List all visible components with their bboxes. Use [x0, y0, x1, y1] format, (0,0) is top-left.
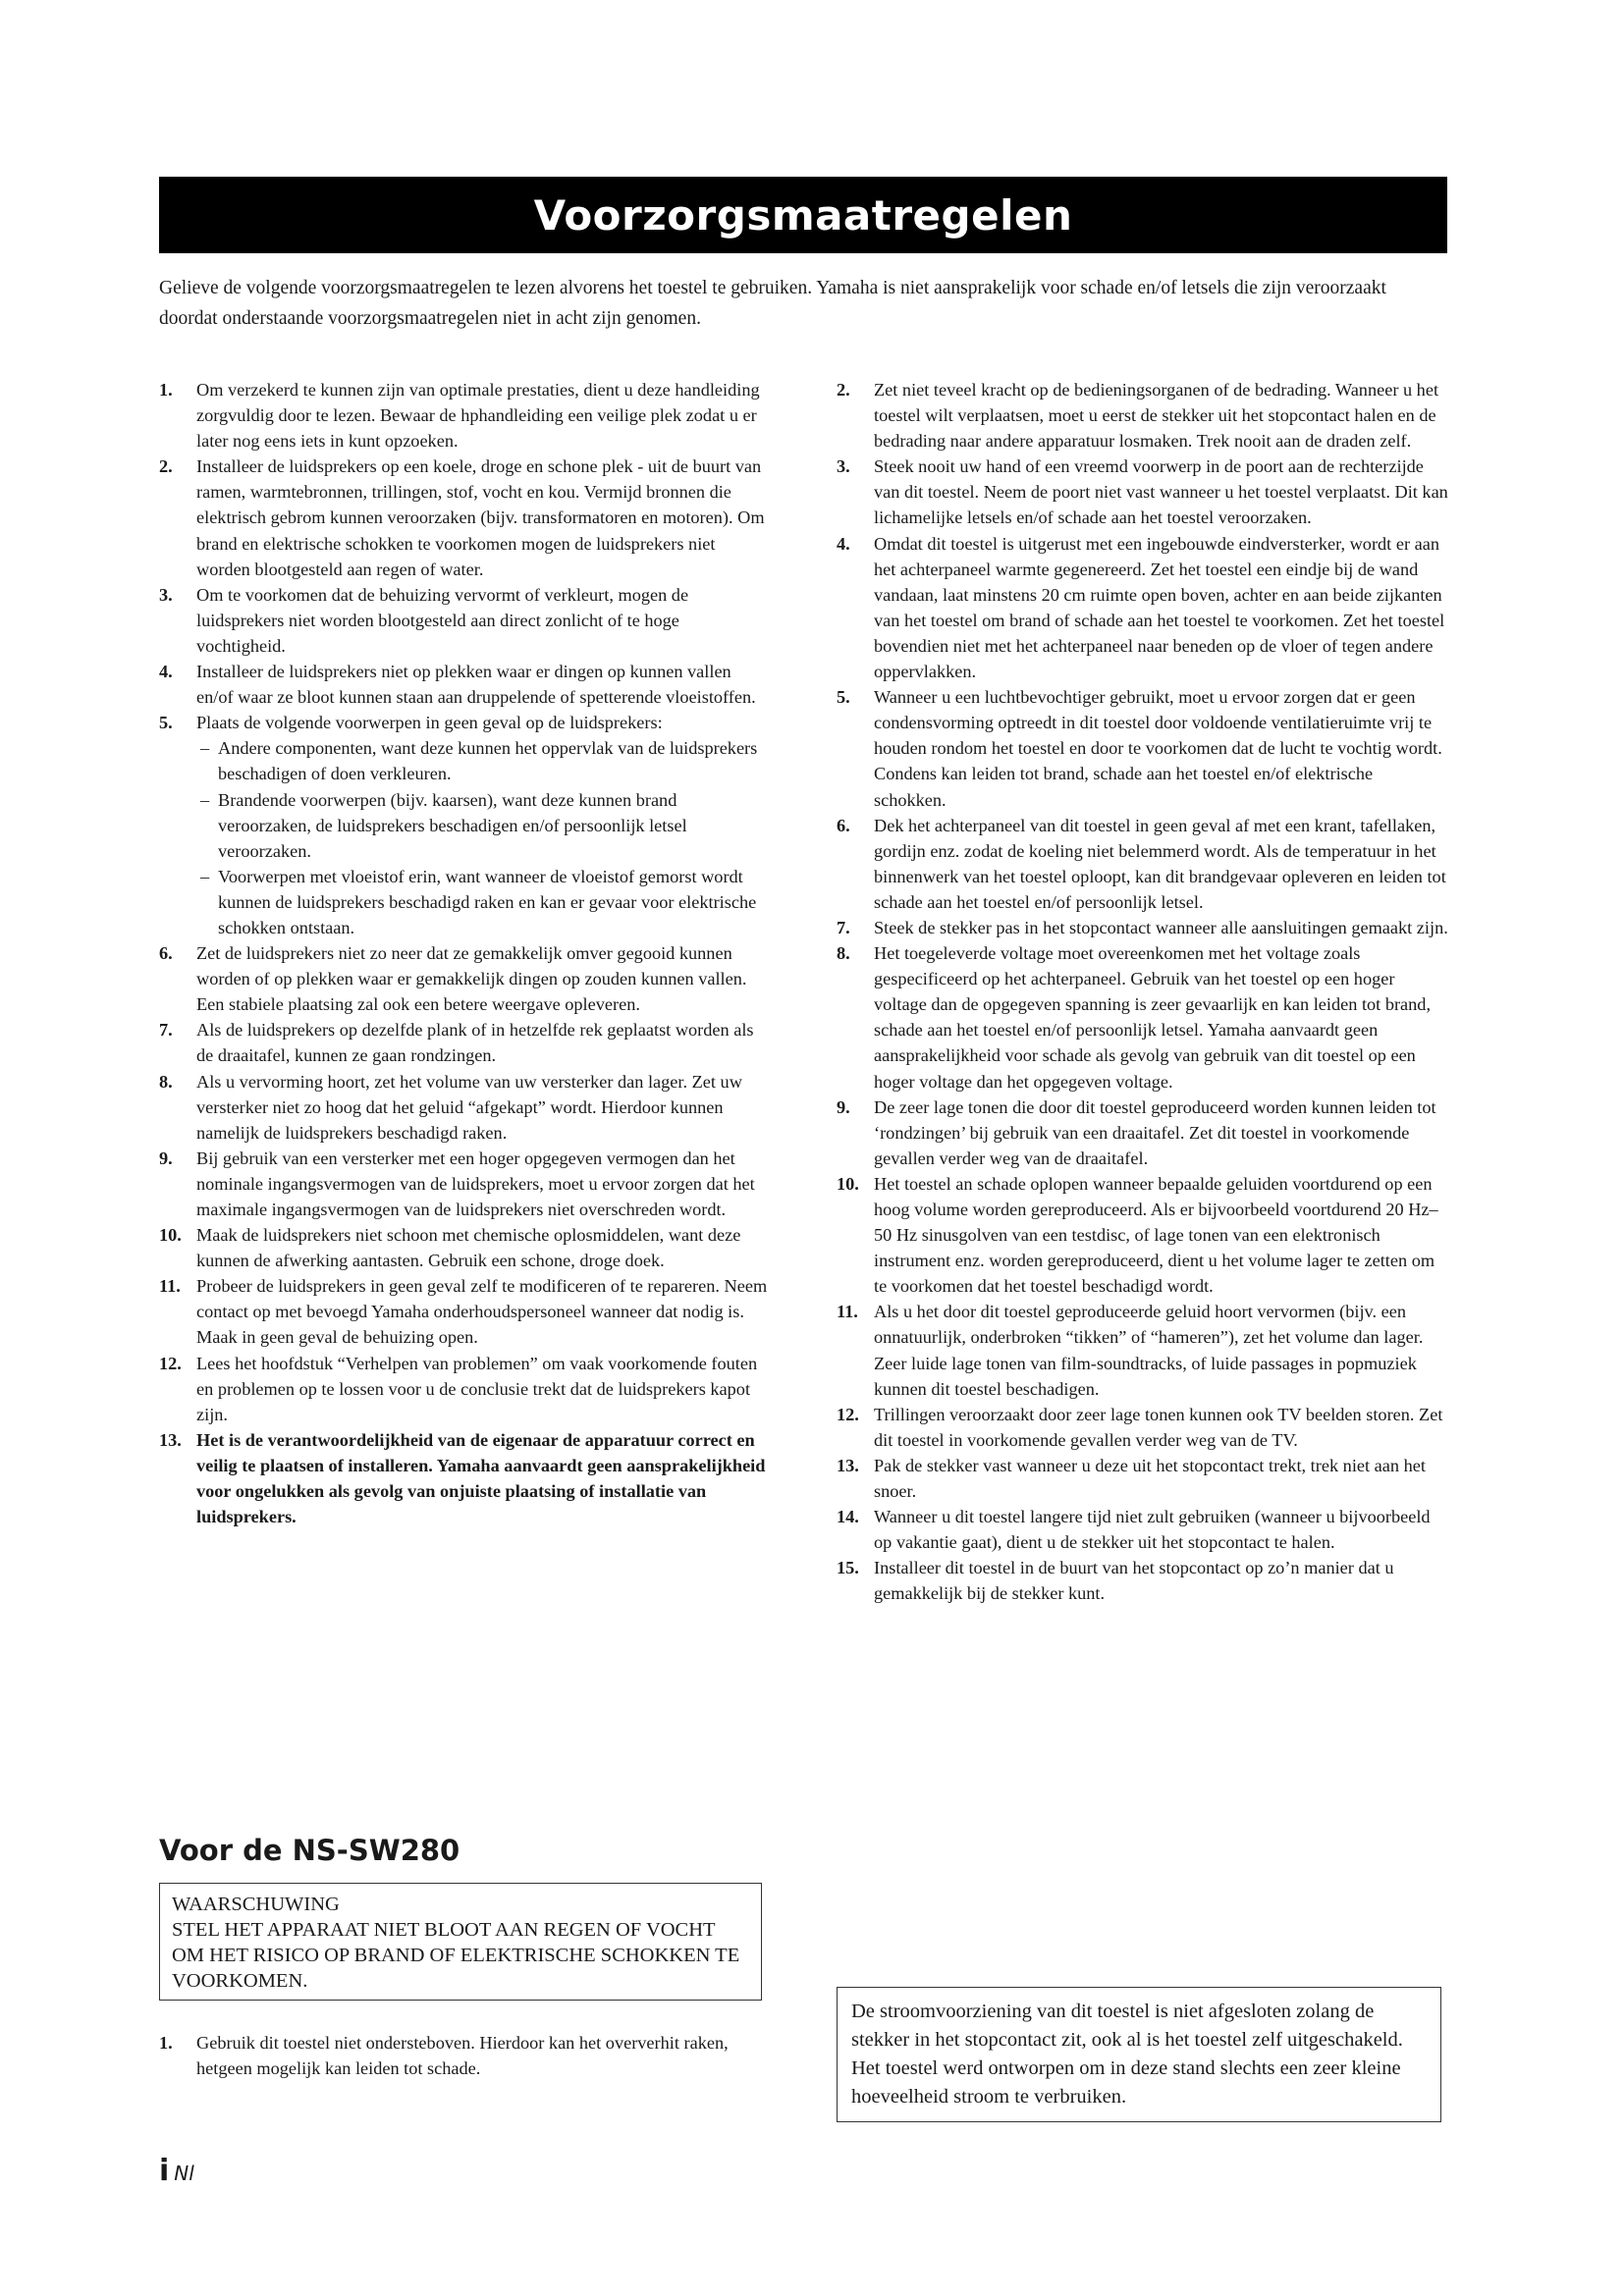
list-item: 1. Om verzekerd te kunnen zijn van optimale prestaties, dient u deze handleiding zorgvuldig door te lezen. Bewaar de hphandleiding een veilige plek zodat u er later nog eens iets in kunt opzoeken.: [159, 380, 760, 452]
list-item: 13. Pak de stekker vast wanneer u deze uit het stopcontact trekt, trek niet aan het snoer.: [837, 1455, 1426, 1502]
right-precautions-list: [837, 377, 1449, 1607]
page-number: i: [159, 2154, 170, 2188]
list-item: 13. Het is de verantwoordelijkheid van de eigenaar de apparatuur correct en veilig te plaatsen of installeren. Yamaha aanvaardt geen aansprakelijkheid voor ongelukken als gevolg van onjuiste plaatsing of installatie van luidsprekers.: [159, 1429, 766, 1527]
language-code: Nl: [174, 2162, 194, 2185]
dash-item: – Voorwerpen met vloeistof erin, want wanneer de vloeistof gemorst wordt kunnen de luidsprekers beschadigd raken en kan er gevaar voor elektrische schokken ontstaan.: [200, 866, 757, 937]
list-item: 10. Maak de luidsprekers niet schoon met chemische oplosmiddelen, want deze kunnen de afwerking aantasten. Gebruik een schone, droge doek.: [159, 1225, 741, 1271]
intro-paragraph: Gelieve de volgende voorzorgsmaatregelen te lezen alvorens het toestel te gebruiken. Yamaha is niet aansprakelijk voor schade en/of letsels die zijn veroorzaakt doordat onderstaande voorzorgsmaatregelen niet in acht zijn genomen.: [159, 278, 1386, 329]
section-title-ns-sw280: Voor de NS-SW280: [159, 1834, 460, 1867]
list-item: 4. Omdat dit toestel is uitgerust met een ingebouwde eindversterker, wordt er aan het achterpaneel warmte gegenereerd. Zet het toestel een eindje bij de wand vandaan, laat minstens 20 cm ruimte open boven, achter en aan beide zijkanten van het toestel om brand of schade aan het toestel te voorkomen. Zet het toestel bovendien niet met het achterpaneel naar beneden op de vloer of tegen andere oppervlakken.: [837, 533, 1445, 682]
list-item: 7. Als de luidsprekers op dezelfde plank of in hetzelfde rek geplaatst worden als de draaitafel, kunnen ze gaan rondzingen.: [159, 1020, 754, 1066]
list-item: 6. Dek het achterpaneel van dit toestel in geen geval af met een krant, tafellaken, gordijn enz. zodat de koeling niet belemmerd wordt. Als de temperatuur in het binnenwerk van het toestel oploopt, kan dit brandgevaar opleveren en leiden tot schade aan het toestel en/of persoonlijk letsel.: [837, 815, 1446, 912]
list-item: 11. Als u het door dit toestel geproduceerde geluid hoort vervormen (bijv. een onnatuurlijk, onderbroken “tikken” of “hameren”), zet het volume dan lager. Zeer luide lage tonen van film-soundtracks, of luide passages in popmuziek kunnen dit toestel beschadigen.: [837, 1302, 1424, 1399]
list-item: 1. Gebruik dit toestel niet ondersteboven. Hierdoor kan het oververhit raken, hetgeen mogelijk kan leiden tot schade.: [159, 2033, 729, 2079]
power-note-box: De stroomvoorziening van dit toestel is niet afgesloten zolang de stekker in het stopcontact zit, ook al is het toestel zelf uitgeschakeld. Het toestel werd ontworpen om in deze stand slechts een zeer kleine hoeveelheid stroom te verbruiken.: [837, 1987, 1441, 2122]
sw280-list: [159, 2030, 772, 2081]
list-item: 3. Steek nooit uw hand of een vreemd voorwerp in de poort aan de rechterzijde van dit toestel. Neem de poort niet vast wanneer u het toestel verplaatst. Dit kan lichamelijke letsels en/of schade aan het toestel veroorzaken.: [837, 456, 1448, 528]
dash-item: – Andere componenten, want deze kunnen het oppervlak van de luidsprekers beschadigen of doen verkleuren.: [200, 738, 758, 784]
warning-body: STEL HET APPARAAT NIET BLOOT AAN REGEN OF VOCHT OM HET RISICO OP BRAND OF ELEKTRISCHE SCHOKKEN TE VOORKOMEN.: [172, 1919, 740, 1992]
page-title: Voorzorgsmaatregelen: [533, 190, 1073, 240]
list-item: 6. Zet de luidsprekers niet zo neer dat ze gemakkelijk omver gegooid kunnen worden of op plekken waar er gemakkelijk dingen op zouden kunnen vallen. Een stabiele plaatsing zal ook een betere weergave opleveren.: [159, 943, 747, 1015]
warning-box: [159, 1883, 762, 2001]
list-item: 10. Het toestel an schade oplopen wanneer bepaalde geluiden voortdurend op een hoog volume worden gereproduceerd. Als er bijvoorbeeld voortdurend 20 Hz–50 Hz sinusgolven van een testdisc, of lage tonen van een elektronisch instrument enz. worden gereproduceerd, dient u het volume lager te zetten om te voorkomen dat het toestel beschadigd wordt.: [837, 1173, 1438, 1297]
list-item: 8. Als u vervorming hoort, zet het volume van uw versterker dan lager. Zet uw versterker niet zo hoog dat het geluid “afgekapt” wordt. Hierdoor kunnen namelijk de luidsprekers beschadigd raken.: [159, 1071, 742, 1143]
list-item: 5. Plaats de volgende voorwerpen in geen geval op de luidsprekers: – Andere componenten, want deze kunnen het oppervlak van de luidsprekers beschadigen of doen verkleuren. – Brandende voorwerpen (bijv. kaarsen), want deze kunnen brand veroorzaken, de luidsprekers beschadigen en/of persoonlijk letsel veroorzaken. – Voorwerpen met vloeistof erin, want wanneer de vloeistof gemorst wordt kunnen de luidsprekers beschadigd raken en kan er gevaar voor elektrische schokken ontstaan.: [159, 710, 772, 940]
title-banner: [159, 177, 1447, 253]
list-item: 9. Bij gebruik van een versterker met een hoger opgegeven vermogen dan het nominale ingangsvermogen van de luidsprekers, moet u ervoor zorgen dat het maximale ingangsvermogen van de luidsprekers niet overschreden wordt.: [159, 1148, 755, 1219]
list-item: 7. Steek de stekker pas in het stopcontact wanneer alle aansluitingen gemaakt zijn.: [837, 917, 1448, 937]
list-item: 5. Wanneer u een luchtbevochtiger gebruikt, moet u ervoor zorgen dat er geen condensvorming optreedt in dit toestel door voldoende ventilatieruimte vrij te houden rondom het toestel en door te voorkomen dat de lucht te vochtig wordt. Condens kan leiden tot brand, schade aan het toestel en/of elektrische schokken.: [837, 687, 1442, 810]
list-item: 14. Wanneer u dit toestel langere tijd niet zult gebruiken (wanneer u bijvoorbeeld op vakantie gaat), dient u de stekker uit het stopcontact te halen.: [837, 1507, 1431, 1553]
list-item: 4. Installeer de luidsprekers niet op plekken waar er dingen op kunnen vallen en/of waar ze bloot kunnen staan aan druppelende of spetterende vloeistoffen.: [159, 662, 756, 708]
list-item: 12. Lees het hoofdstuk “Verhelpen van problemen” om vaak voorkomende fouten en problemen op te lossen voor u de conclusie trekt dat de luidsprekers kapot zijn.: [159, 1353, 758, 1424]
left-column: [159, 377, 772, 1529]
left-precautions-list: [159, 377, 772, 1529]
list-item: 12. Trillingen veroorzaakt door zeer lage tonen kunnen ook TV beelden storen. Zet dit toestel in voorkomende gevallen verder weg van de TV.: [837, 1404, 1443, 1450]
list-item: 2. Installeer de luidsprekers op een koele, droge en schone plek - uit de buurt van ramen, warmtebronnen, trillingen, stof, vocht en kou. Vermijd bronnen die elektrisch gebrom kunnen veroorzaken (bijv. transformatoren en motoren). Om brand en elektrische schokken te voorkomen mogen de luidsprekers niet worden blootgesteld aan regen of water.: [159, 456, 765, 579]
list-item: 3. Om te voorkomen dat de behuizing vervormt of verkleurt, mogen de luidsprekers niet worden blootgesteld aan direct zonlicht of te hoge vochtigheid.: [159, 584, 689, 656]
right-column: [837, 377, 1449, 1607]
list-item: 2. Zet niet teveel kracht op de bedieningsorganen of de bedrading. Wanneer u het toestel wilt verplaatsen, moet u eerst de stekker uit het stopcontact halen en de bedrading naar andere apparatuur losmaken. Trek nooit aan de draden zelf.: [837, 380, 1439, 452]
list-item: 11. Probeer de luidsprekers in geen geval zelf te modificeren of te repareren. Neem contact op met bevoegd Yamaha onderhoudspersoneel wanneer dat nodig is. Maak in geen geval de behuizing open.: [159, 1276, 768, 1348]
dash-item: – Brandende voorwerpen (bijv. kaarsen), want deze kunnen brand veroorzaken, de luidsprekers beschadigen en/of persoonlijk letsel veroorzaken.: [200, 789, 687, 861]
list-item: 9. De zeer lage tonen die door dit toestel geproduceerd worden kunnen leiden tot ‘rondzingen’ bij gebruik van een draaitafel. Zet dit toestel in voorkomende gevallen verder weg van de draaitafel.: [837, 1096, 1436, 1168]
page-footer: [159, 2154, 194, 2188]
list-item: 8. Het toegeleverde voltage moet overeenkomen met het voltage zoals gespecificeerd op het achterpaneel. Gebruik van het toestel op een hoger voltage dan de opgegeven spanning is zeer gevaarlijk en kan leiden tot brand, schade aan het toestel en/of persoonlijk letsel. Yamaha aanvaardt geen aansprakelijkheid voor schade als gevolg van gebruik van dit toestel op een hoger voltage dan het opgegeven voltage.: [837, 943, 1432, 1092]
warning-title: WAARSCHUWING: [172, 1894, 340, 1915]
dash-list: [196, 735, 772, 940]
list-item: 15. Installeer dit toestel in de buurt van het stopcontact op zo’n manier dat u gemakkelijk bij de stekker kunt.: [837, 1558, 1394, 1604]
